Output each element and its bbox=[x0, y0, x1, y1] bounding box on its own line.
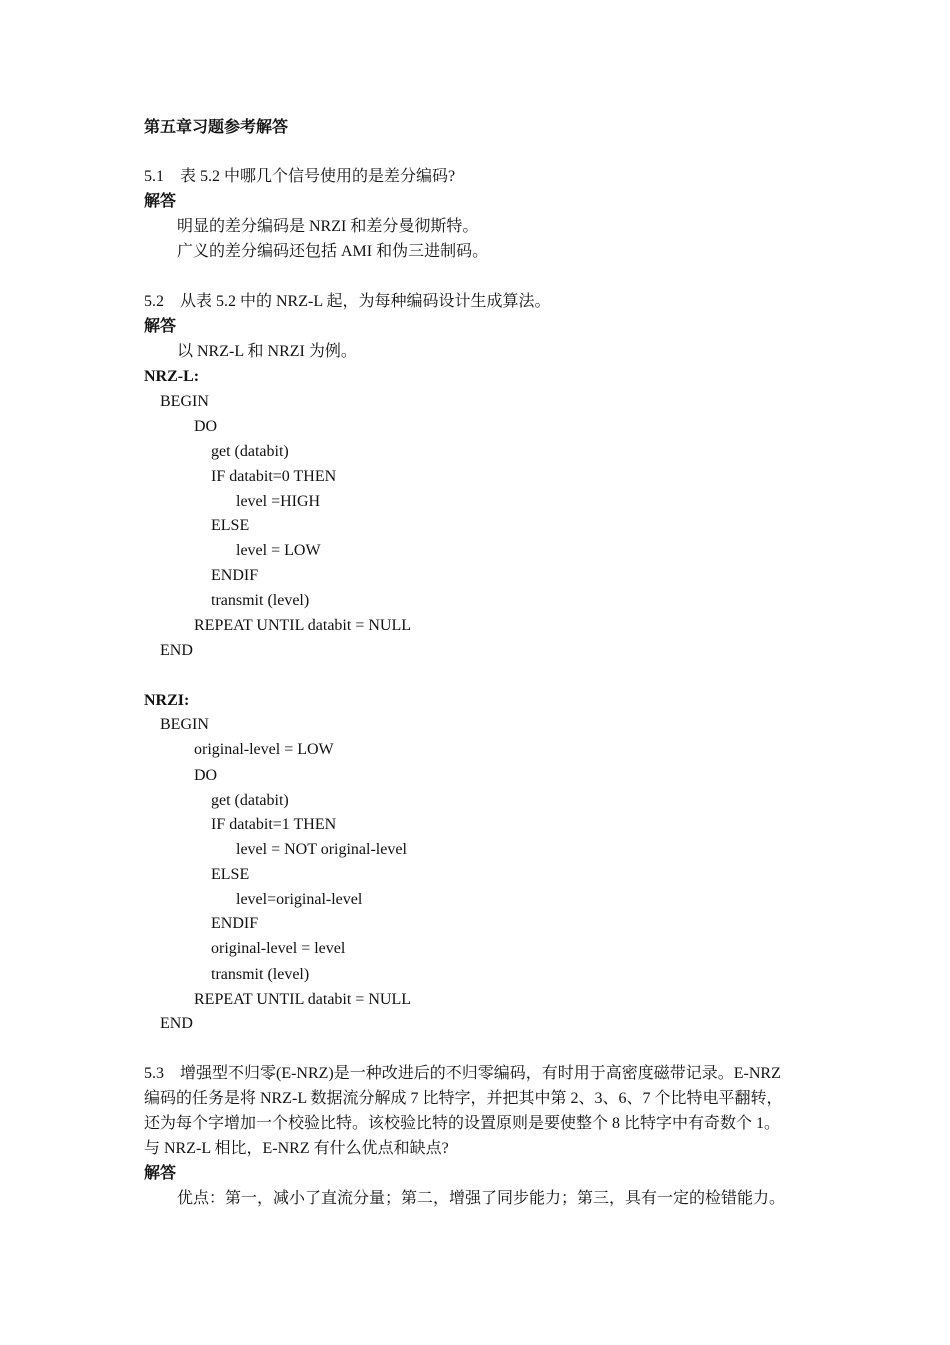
code-line: level = NOT original-level bbox=[236, 841, 407, 858]
code-line: level=original-level bbox=[236, 891, 363, 908]
code-line: BEGIN bbox=[160, 393, 209, 410]
code-line: transmit (level) bbox=[211, 592, 310, 609]
question-5-1: 5.1 表 5.2 中哪几个信号使用的是差分编码? bbox=[144, 168, 456, 185]
question-5-2: 5.2 从表 5.2 中的 NRZ-L 起，为每种编码设计生成算法。 bbox=[144, 293, 551, 310]
page-title: 第五章习题参考解答 bbox=[144, 119, 289, 136]
code-line: level =HIGH bbox=[236, 493, 321, 510]
code-line: ELSE bbox=[211, 866, 250, 883]
code-line: ENDIF bbox=[211, 567, 259, 584]
answer-intro: 以 NRZ-L 和 NRZI 为例。 bbox=[177, 343, 357, 360]
nrzl-label: NRZ-L: bbox=[144, 368, 200, 385]
answer-label-5-3: 解答 bbox=[144, 1165, 177, 1182]
code-line: get (databit) bbox=[211, 792, 289, 809]
code-line: IF databit=0 THEN bbox=[211, 468, 337, 485]
code-line: DO bbox=[194, 767, 218, 784]
question-5-3-line: 还为每个字增加一个校验比特。该校验比特的设置原则是要使整个 8 比特字中有奇数个 1。 bbox=[144, 1115, 781, 1132]
code-line: ELSE bbox=[211, 517, 250, 534]
code-line: level = LOW bbox=[236, 542, 321, 559]
code-line: original-level = level bbox=[211, 940, 346, 957]
code-line: END bbox=[160, 642, 193, 659]
code-line: BEGIN bbox=[160, 716, 209, 733]
code-line: IF databit=1 THEN bbox=[211, 816, 337, 833]
code-line: REPEAT UNTIL databit = NULL bbox=[194, 617, 411, 634]
question-5-3-line: 编码的任务是将 NRZ-L 数据流分解成 7 比特字，并把其中第 2、3、6、7 个比特电平翻转， bbox=[144, 1090, 783, 1107]
answer-line: 优点：第一，减小了直流分量；第二，增强了同步能力；第三，具有一定的检错能力。 bbox=[177, 1190, 786, 1207]
code-line: get (databit) bbox=[211, 443, 289, 460]
answer-label-5-2: 解答 bbox=[144, 318, 177, 335]
code-line: transmit (level) bbox=[211, 966, 310, 983]
code-line: DO bbox=[194, 418, 218, 435]
code-line: ENDIF bbox=[211, 915, 259, 932]
code-line: REPEAT UNTIL databit = NULL bbox=[194, 991, 411, 1008]
answer-line: 广义的差分编码还包括 AMI 和伪三进制码。 bbox=[177, 243, 489, 260]
nrzi-label: NRZI: bbox=[144, 692, 190, 709]
code-line: original-level = LOW bbox=[194, 741, 334, 758]
code-line: END bbox=[160, 1015, 193, 1032]
question-5-3-line: 5.3 增强型不归零(E-NRZ)是一种改进后的不归零编码，有时用于高密度磁带记录。E-NRZ bbox=[144, 1065, 781, 1082]
answer-label-5-1: 解答 bbox=[144, 193, 177, 210]
answer-line: 明显的差分编码是 NRZI 和差分曼彻斯特。 bbox=[177, 218, 479, 235]
question-5-3-line: 与 NRZ-L 相比，E-NRZ 有什么优点和缺点? bbox=[144, 1140, 449, 1157]
